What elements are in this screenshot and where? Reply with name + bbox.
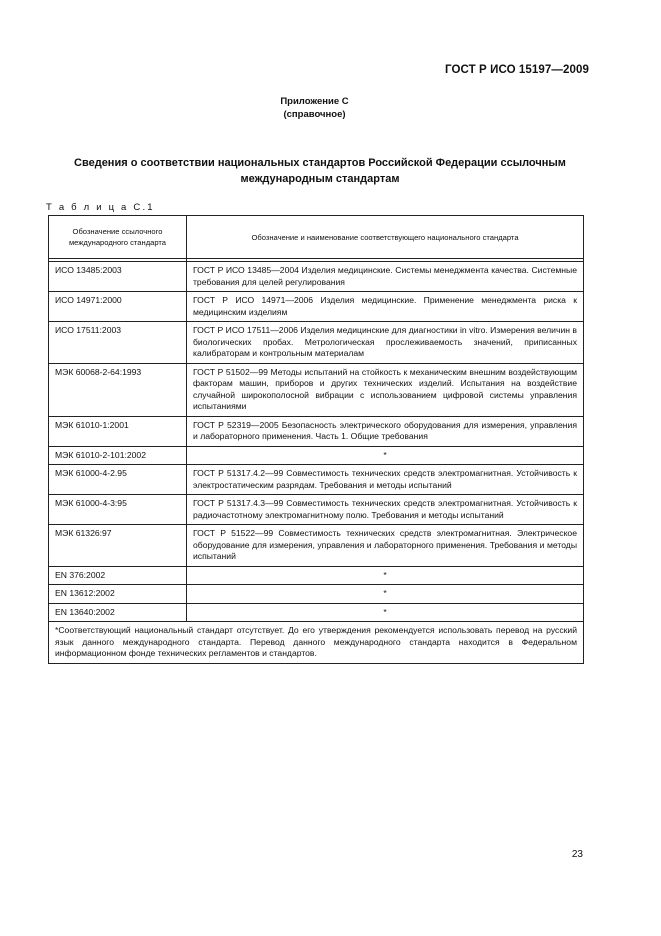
reference-standard-cell: ИСО 13485:2003 [49, 262, 187, 292]
reference-standard-cell: МЭК 60068-2-64:1993 [49, 363, 187, 416]
national-standard-cell: * [187, 585, 584, 604]
table-footnote-row [49, 622, 584, 664]
table-row [49, 585, 584, 604]
national-standard-cell: ГОСТ Р 52319—2005 Безопасность электрического оборудования для измерения, управления и лабораторного применения. Часть 1. Общие требования [187, 416, 584, 446]
national-standard-cell: ГОСТ Р ИСО 13485—2004 Изделия медицинские. Системы менеджмента качества. Системные требования для целей регулирования [187, 262, 584, 292]
table-row [49, 262, 584, 292]
reference-standard-cell: EN 376:2002 [49, 566, 187, 585]
reference-standard-cell: МЭК 61000-4-2.95 [49, 465, 187, 495]
table-footnote: *Соответствующий национальный стандарт отсутствует. До его утверждения рекомендуется использовать перевод на русский язык данного международного стандарта. Перевод данного международного стандарта находится в Федеральном информационном фонде технических регламентов и стандартов. [49, 622, 584, 664]
national-standard-cell: ГОСТ Р 51317.4.2—99 Совместимость технических средств электромагнитная. Устойчивость к электростатическим разрядам. Требования и методы испытаний [187, 465, 584, 495]
correspondence-table [48, 215, 584, 664]
national-standard-cell: ГОСТ Р 51317.4.3—99 Совместимость технических средств электромагнитная. Устойчивость к радиочастотному электромагнитному полю. Требования и методы испытаний [187, 495, 584, 525]
table-header-row [49, 216, 584, 259]
table-row [49, 603, 584, 622]
table-row [49, 525, 584, 567]
national-standard-cell: ГОСТ Р 51522—99 Совместимость технических средств электромагнитная. Электрическое оборудование для измерения, управления и лабораторного применения. Требования и методы испытаний [187, 525, 584, 567]
appendix-note: (справочное) [283, 109, 346, 120]
table-row [49, 465, 584, 495]
national-standard-cell: * [187, 446, 584, 465]
national-standard-cell: ГОСТ Р 51502—99 Методы испытаний на стойкость к механическим внешним воздействующим факторам машин, приборов и других технических изделий. Испытания на воздействие случайной широкополосной вибрации с использованием цифровой системы управления испытаниями [187, 363, 584, 416]
national-standard-cell: * [187, 566, 584, 585]
reference-standard-cell: МЭК 61010-1:2001 [49, 416, 187, 446]
appendix-title: Приложение С [280, 96, 349, 107]
national-standard-cell: ГОСТ Р ИСО 14971—2006 Изделия медицинские. Применение менеджмента риска к медицинским изделиям [187, 292, 584, 322]
table-row [49, 292, 584, 322]
reference-standard-cell: ИСО 14971:2000 [49, 292, 187, 322]
reference-standard-cell: ИСО 17511:2003 [49, 322, 187, 364]
document-title: Сведения о соответствии национальных стандартов Российской Федерации ссылочным международным стандартам [74, 157, 566, 185]
table-row [49, 322, 584, 364]
table-row [49, 416, 584, 446]
appendix-heading [0, 95, 661, 121]
reference-standard-cell: EN 13640:2002 [49, 603, 187, 622]
table-label: Т а б л и ц а С.1 [46, 202, 155, 213]
reference-standard-cell: МЭК 61326:97 [49, 525, 187, 567]
page-number: 23 [571, 849, 583, 860]
reference-standard-cell: МЭК 61010-2-101:2002 [49, 446, 187, 465]
national-standard-cell: * [187, 603, 584, 622]
reference-standard-cell: МЭК 61000-4-3:95 [49, 495, 187, 525]
reference-standard-cell: EN 13612:2002 [49, 585, 187, 604]
table-row [49, 446, 584, 465]
header-national-standard: Обозначение и наименование соответствующего национального стандарта [187, 216, 584, 259]
table-row [49, 363, 584, 416]
header-reference-standard: Обозначение ссылочного международного стандарта [49, 216, 187, 259]
table-row [49, 495, 584, 525]
table-row [49, 566, 584, 585]
national-standard-cell: ГОСТ Р ИСО 17511—2006 Изделия медицинские для диагностики in vitro. Измерения величин в биологических пробах. Метрологическая прослеживаемость значений, приписанных калибраторам и контрольным материалам [187, 322, 584, 364]
document-code: ГОСТ Р ИСО 15197—2009 [444, 64, 589, 76]
